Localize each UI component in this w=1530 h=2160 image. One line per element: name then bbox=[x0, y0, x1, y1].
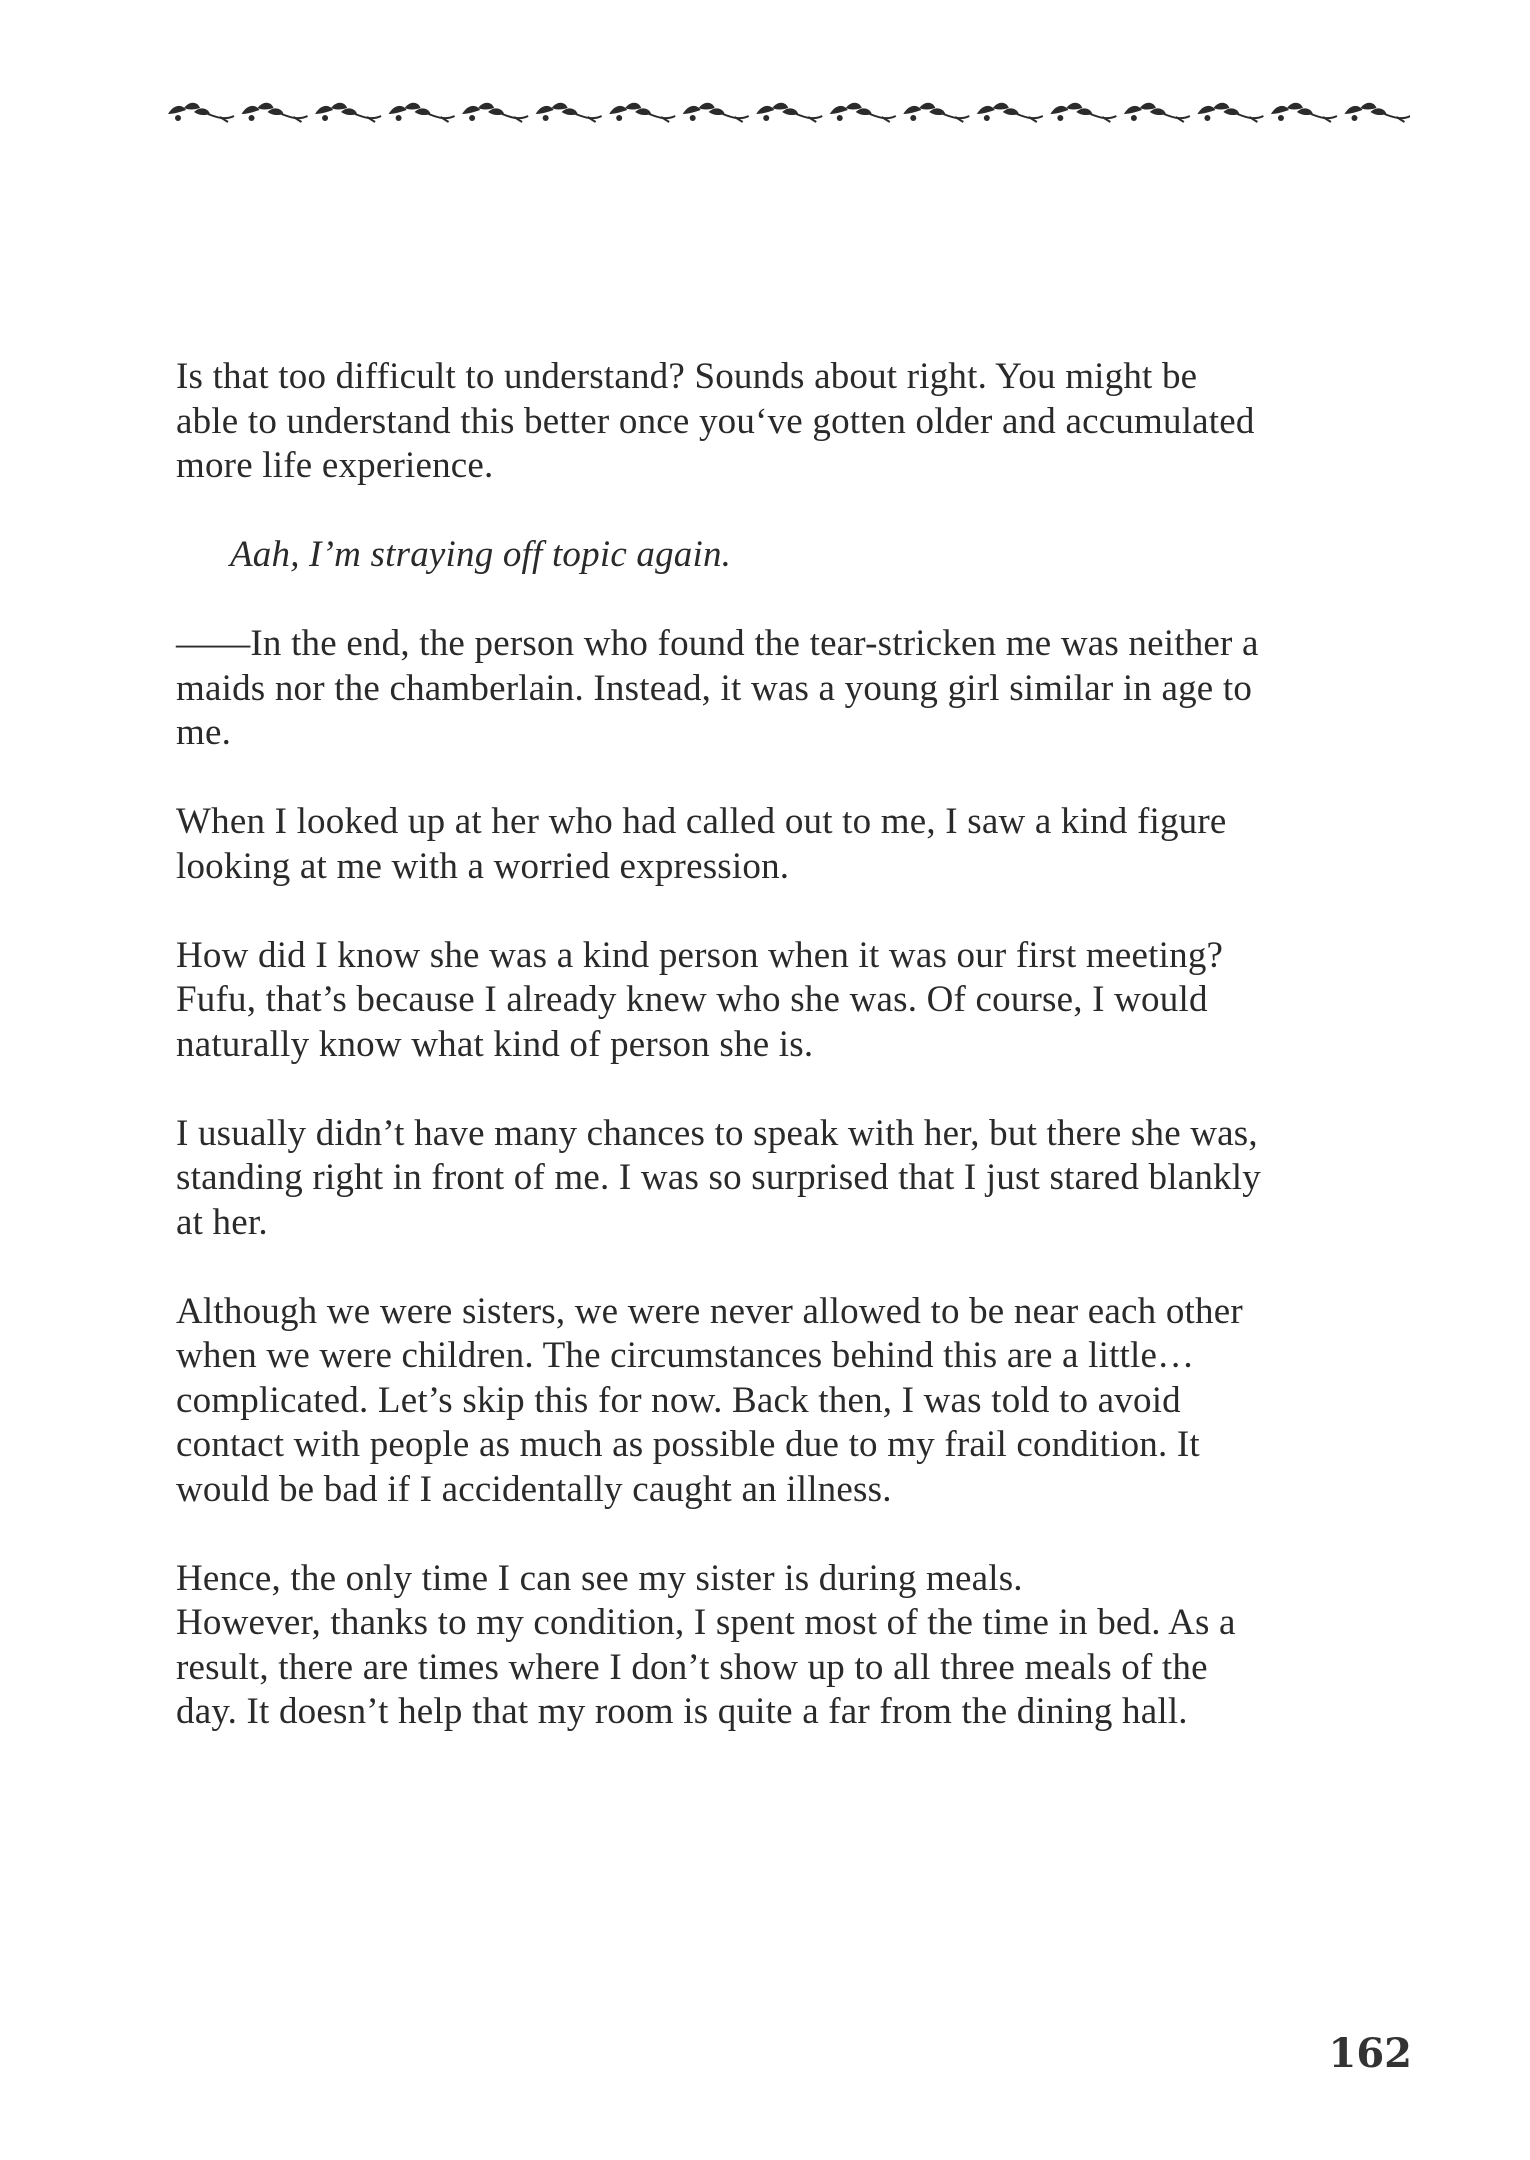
flourish-motif-icon bbox=[389, 103, 455, 122]
body-paragraph bbox=[176, 355, 1406, 489]
text-line: me. bbox=[176, 712, 232, 753]
text-line: Aah, I’m straying off topic again. bbox=[230, 534, 732, 575]
text-line: complicated. Let’s skip this for now. Back then, I was told to avoid bbox=[176, 1379, 1181, 1421]
flourish-motif-icon bbox=[977, 103, 1043, 122]
text-line: looking at me with a worried expression. bbox=[176, 845, 790, 887]
text-line: maids nor the chamberlain. Instead, it was a young girl similar in age to bbox=[176, 667, 1253, 709]
flourish-motif-icon bbox=[609, 103, 675, 122]
page-number: 162 bbox=[1328, 2030, 1412, 2077]
flourish-motif-icon bbox=[1050, 103, 1116, 122]
body-paragraph bbox=[176, 1112, 1406, 1246]
body-paragraph bbox=[176, 1290, 1406, 1513]
text-line: Fufu, that’s because I already knew who she was. Of course, I would bbox=[176, 979, 1208, 1020]
flourish-motif-icon bbox=[756, 103, 822, 122]
flourish-motif-icon bbox=[462, 103, 528, 122]
text-line: at her. bbox=[176, 1201, 268, 1243]
text-line: However, thanks to my condition, I spent most of the time in bed. As a bbox=[176, 1602, 1236, 1643]
flourish-motif-icon bbox=[903, 103, 969, 122]
text-line: When I looked up at her who had called out to me, I saw a kind figure bbox=[176, 801, 1227, 842]
body-paragraph bbox=[176, 1557, 1406, 1735]
flourish-motif-icon bbox=[830, 103, 896, 122]
text-line: I usually didn’t have many chances to speak with her, but there she was, bbox=[176, 1112, 1258, 1154]
text-line: Is that too difficult to understand? Sounds about right. You might be bbox=[176, 356, 1198, 397]
text-line: Although we were sisters, we were never allowed to be near each other bbox=[176, 1290, 1243, 1332]
text-line: standing right in front of me. I was so surprised that I just stared blankly bbox=[176, 1157, 1261, 1198]
text-line: when we were children. The circumstances behind this are a little… bbox=[176, 1335, 1195, 1376]
text-line: naturally know what kind of person she is. bbox=[176, 1023, 814, 1065]
flourish-motif-icon bbox=[1197, 103, 1263, 122]
flourish-motif-icon bbox=[536, 103, 602, 122]
text-line: contact with people as much as possible due to my frail condition. It bbox=[176, 1424, 1200, 1465]
text-line: How did I know she was a kind person when it was our first meeting? bbox=[176, 934, 1224, 976]
body-paragraph bbox=[176, 622, 1406, 756]
flourish-motif-icon bbox=[1124, 103, 1190, 122]
flourish-motif-icon bbox=[315, 103, 381, 122]
text-line: day. It doesn’t help that my room is quite a far from the dining hall. bbox=[176, 1691, 1188, 1732]
flourish-motif-icon bbox=[168, 103, 234, 122]
body-paragraph bbox=[176, 800, 1406, 889]
body-text bbox=[176, 355, 1406, 1779]
flourish-motif-icon bbox=[242, 103, 308, 122]
text-line: would be bad if I accidentally caught an illness. bbox=[176, 1468, 892, 1510]
text-line: more life experience. bbox=[176, 445, 494, 486]
body-paragraph bbox=[176, 934, 1406, 1068]
text-line: Hence, the only time I can see my sister is during meals. bbox=[176, 1557, 1023, 1599]
flourish-motif-icon bbox=[1271, 103, 1337, 122]
flourish-motif-icon bbox=[1344, 103, 1410, 122]
text-line: ——In the end, the person who found the tear-stricken me was neither a bbox=[176, 623, 1259, 664]
text-line: able to understand this better once you‘ve gotten older and accumulated bbox=[176, 400, 1255, 442]
italic-aside-paragraph bbox=[176, 533, 1406, 578]
text-line: result, there are times where I don’t show up to all three meals of the bbox=[176, 1646, 1208, 1688]
vine-flourish-border-icon bbox=[160, 96, 1410, 126]
flourish-motif-icon bbox=[683, 103, 749, 122]
